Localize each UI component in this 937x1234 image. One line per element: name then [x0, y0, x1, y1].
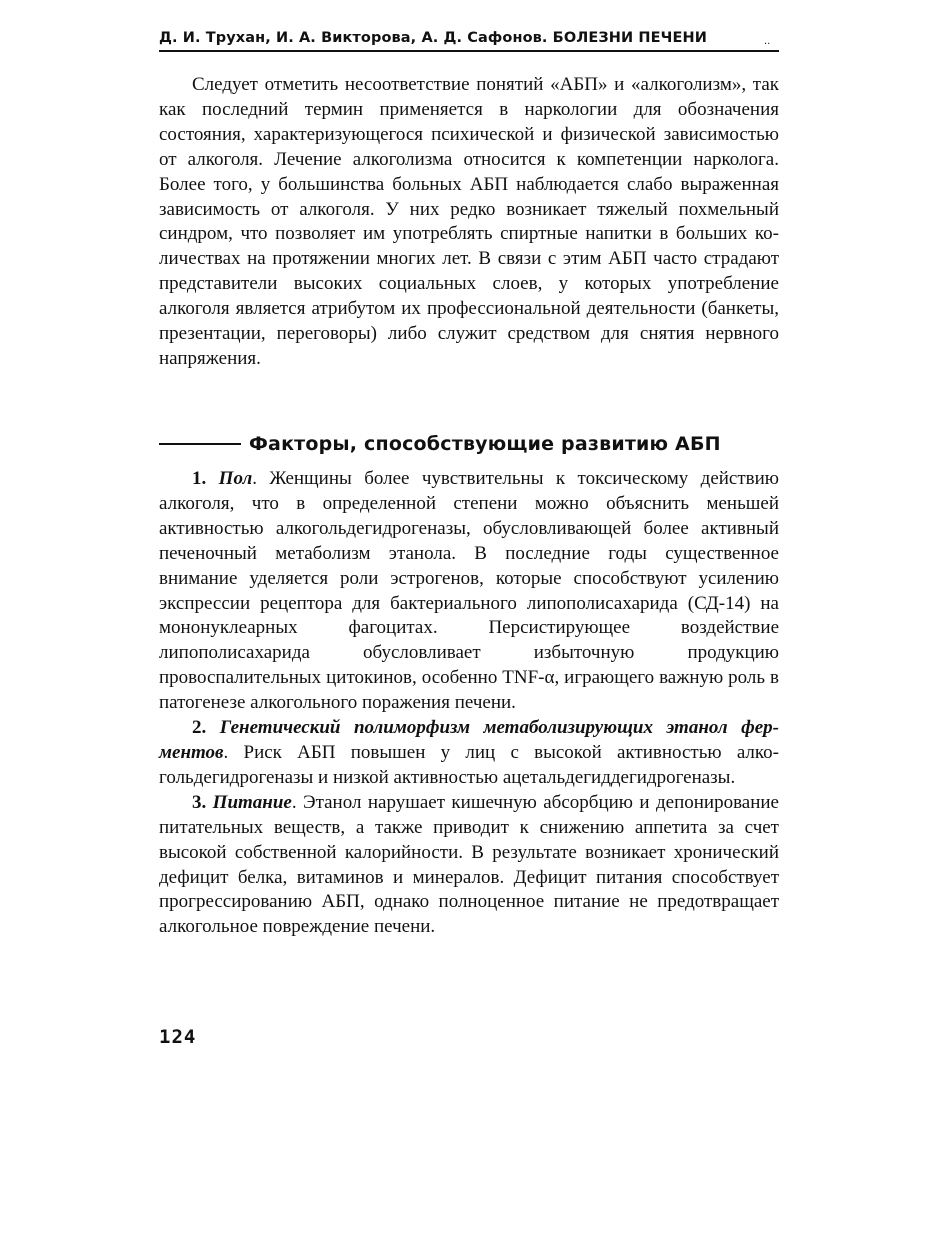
header-mark: ..: [764, 36, 771, 47]
factor-number: 1.: [192, 468, 207, 489]
factors-list: [159, 467, 779, 940]
factor-item: [159, 716, 779, 791]
intro-paragraph: Следует отметить несоответствие понятий «АБП» и «алкоголизм», так как последний термин применяется в наркологии для обозначения состояния, характеризующегося психической и физической зависимостью от алкоголя. Лечение алкоголизма относится к компетенции нарколога. Более того, у большинства больных АБП наблюдается слабо выраженная зависимость от алкоголя. У них редко возникает тяжелый похмельный синдром, что позволяет им употреблять спиртные напитки в больших количествах на протяжении многих лет. В связи с этим АБП часто страдают представители высоких социальных слоев, у которых употребление алкоголя является атрибутом их профессиональной деятельности (банкеты, презентации, переговоры) либо служит средством для снятия нервного напряжения.: [159, 74, 779, 369]
factor-text: . Этанол нарушает кишечную абсорбцию и депонирование питательных веществ, а также приводит к снижению аппетита за счет высокой собственной калорийности. В результате возникает хронический дефицит белка, витаминов и минералов. Дефицит питания способствует прогрессированию АБП, однако полноценное питание не предотвращает алкогольное повреждение печени.: [159, 791, 779, 938]
page-number: 124: [159, 1026, 197, 1048]
factor-item: [159, 791, 779, 940]
intro-section: [159, 73, 779, 372]
heading-dash: [159, 443, 241, 445]
factor-term: Питание: [212, 791, 292, 813]
factor-term: Генетический полиморфизм метаболизирующих этанол ферментов: [159, 717, 779, 763]
factor-term: Пол: [218, 468, 253, 489]
factor-number: 2.: [192, 717, 207, 739]
factor-text: . Риск АБП повышен у лиц с высокой активностью алкогольдегидрогеназы и низкой активностью ацетальдегиддегидрогеназы.: [159, 741, 779, 788]
section-heading: [159, 429, 779, 459]
factor-item: [159, 467, 779, 716]
factor-number: 3.: [192, 791, 207, 813]
header-rule: [159, 50, 779, 52]
factor-text: . Женщины более чувствительны к токсическому действию алкоголя, что в определенной степени можно объяснить меньшей активностью алкогольдегидрогеназы, обусловливающей более активный печеночный метаболизм этанола. В последние годы существенное внимание уделяется роли эстрогенов, которые способствуют усилению экспрессии рецептора для бактериального липополисахарида (СД-14) на мононуклеарных фагоцитах. Персистирующее воздействие липополисахарида обусловливает избыточную продукцию провоспалительных цитокинов, особенно TNF-α, играющего важную роль в патогенезе алкогольного поражения печени.: [159, 468, 780, 714]
section-title: Факторы, способствующие развитию АБП: [249, 433, 721, 455]
running-head: Д. И. Трухан, И. А. Викторова, А. Д. Сафонов. БОЛЕЗНИ ПЕЧЕНИ: [159, 30, 707, 46]
